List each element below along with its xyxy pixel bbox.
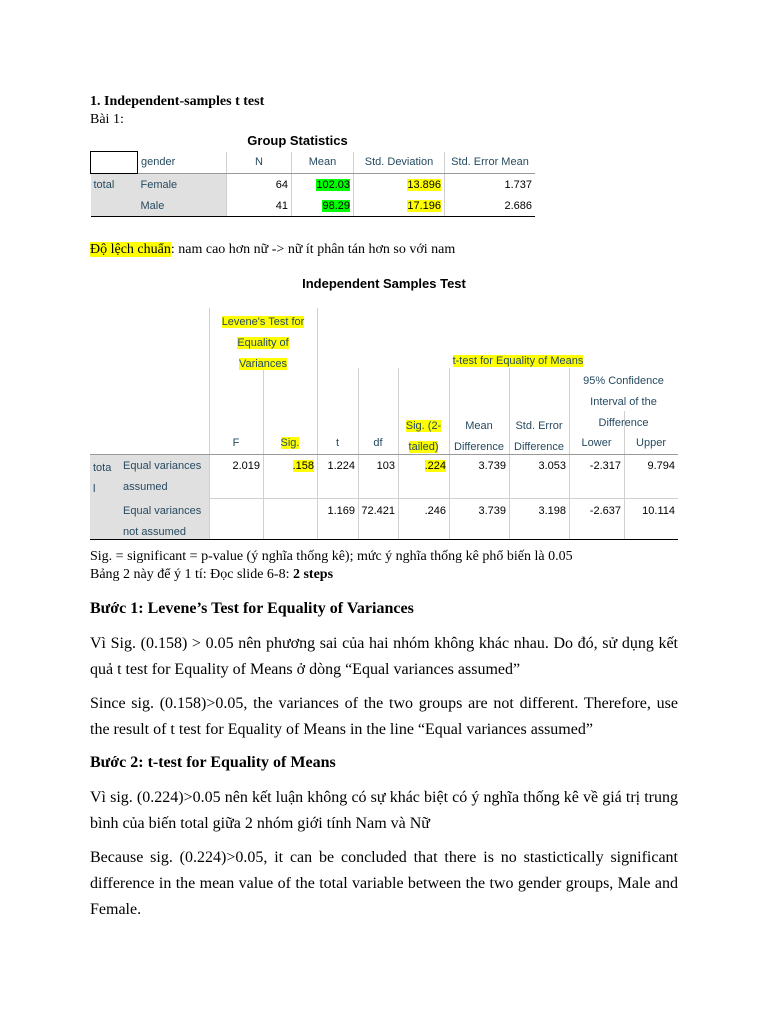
t-value: 1.169 [327, 505, 355, 517]
header-upper: Upper [636, 437, 666, 449]
gender-label: Male [138, 195, 227, 217]
row-label-line: Equal variances [123, 460, 202, 472]
step1-title: Bước 1: Levene’s Test for Equality of Variances [90, 600, 414, 617]
n-value: 41 [227, 195, 292, 217]
header-std-error-difference [509, 416, 569, 458]
ttest-header-text: t-test for Equality of Means [452, 355, 584, 367]
step2-title: Bước 2: t-test for Equality of Means [90, 754, 336, 771]
ci-header-line: Difference [598, 417, 649, 429]
table-row [91, 174, 536, 196]
step1-english: Since sig. (0.158)>0.05, the variances of the two groups are not different. Therefore, use the result of t test for Equality of Means in the line “Equal variances assumed” [90, 695, 678, 738]
upper-value: 10.114 [642, 505, 675, 517]
header-mean: Mean [292, 152, 354, 174]
sd-value: 13.896 [407, 178, 441, 191]
sd-value: 17.196 [407, 199, 441, 212]
sig-value: .158 [292, 460, 314, 472]
group-stats-table [90, 151, 535, 217]
df-value: 103 [376, 460, 395, 472]
header-mean-difference-line: Difference [454, 441, 504, 453]
header-f: F [232, 437, 240, 449]
sig-2-tailed-value: .246 [424, 505, 446, 517]
levene-header [209, 312, 317, 375]
group-stats-header-row [91, 152, 536, 174]
header-std-error-difference-line: Std. Error [515, 420, 563, 432]
ttest-header [358, 354, 678, 368]
ci-header-line: 95% Confidence [583, 375, 664, 387]
independent-samples-test-title: Independent Samples Test [302, 276, 466, 291]
step2-english: Because sig. (0.224)>0.05, it can be concluded that there is no stastictically significant difference in the mean value of the total variable between the two gender groups, Male and Female. [90, 849, 678, 918]
row-label-equal-assumed [123, 456, 201, 498]
sig-2-tailed-value: .224 [424, 460, 446, 472]
header-df: df [373, 437, 383, 449]
se-value: 1.737 [445, 174, 536, 196]
sig-definition-note: Sig. = significant = p-value (ý nghĩa thống kê); mức ý nghĩa thống kê phổ biến là 0.05 [90, 549, 573, 564]
section-heading: 1. Independent-samples t test [90, 94, 265, 109]
row-label-line: not assumed [123, 526, 186, 538]
header-sig-2-tailed-line: Sig. (2- [405, 420, 442, 432]
header-std-error-mean: Std. Error Mean [445, 152, 536, 174]
gender-label: Female [138, 174, 227, 196]
variable-label-line: tota [93, 462, 112, 474]
mean-difference-value: 3.739 [478, 505, 506, 517]
header-sig-2-tailed [398, 416, 449, 458]
independent-samples-test-table [90, 308, 678, 540]
group-stats-title: Group Statistics [247, 133, 348, 148]
lower-value: -2.317 [589, 460, 621, 472]
header-sig-2-tailed-line: tailed) [408, 441, 439, 453]
table-row [91, 195, 536, 217]
levene-header-line: Variances [238, 358, 288, 370]
mean-value: 98.29 [322, 199, 350, 212]
std-deviation-note [90, 242, 455, 258]
table2-note [90, 567, 333, 583]
upper-value: 9.794 [647, 460, 675, 472]
step2-vietnamese: Vì sig. (0.224)>0.05 nên kết luận không có sự khác biệt có ý nghĩa thống kê về giá trị trung bình của biến total giữa 2 nhóm giới tính Nam và Nữ [90, 789, 678, 832]
lower-value: -2.637 [589, 505, 621, 517]
levene-header-line: Levene's Test for [221, 316, 305, 328]
std-deviation-text: : nam cao hơn nữ -> nữ ít phân tán hơn so với nam [170, 242, 456, 257]
header-mean-difference [449, 416, 509, 458]
levene-header-line: Equality of [237, 337, 289, 349]
exercise-label: Bài 1: [90, 112, 124, 127]
mean-value: 102.03 [316, 178, 350, 191]
std-error-difference-value: 3.198 [538, 505, 566, 517]
table2-note-bold: 2 steps [292, 567, 334, 582]
row-label-line: assumed [123, 481, 168, 493]
header-gender: gender [138, 152, 227, 174]
header-std-error-difference-line: Difference [514, 441, 564, 453]
se-value: 2.686 [445, 195, 536, 217]
variable-label-empty [91, 195, 138, 217]
header-t: t [335, 437, 340, 449]
row-label-equal-not-assumed [123, 501, 201, 543]
table2-note-text: Bảng 2 này để ý 1 tí: Đọc slide 6-8: [90, 567, 293, 582]
ci-header [569, 371, 678, 434]
header-lower: Lower [581, 437, 612, 449]
mean-difference-value: 3.739 [478, 460, 506, 472]
row-label-line: Equal variances [123, 505, 202, 517]
header-mean-difference-line: Mean [465, 420, 493, 432]
std-deviation-label: Độ lệch chuẩn [90, 242, 171, 257]
step1-vietnamese: Vì Sig. (0.158) > 0.05 nên phương sai của hai nhóm không khác nhau. Do đó, sử dụng kết quả t test for Equality of Means ở dòng “Equal variances assumed” [90, 635, 678, 678]
t-value: 1.224 [327, 460, 355, 472]
variable-label [93, 458, 111, 500]
header-n: N [227, 152, 292, 174]
std-error-difference-value: 3.053 [538, 460, 566, 472]
variable-label: total [91, 174, 138, 196]
f-value: 2.019 [232, 460, 260, 472]
variable-label-line: l [93, 483, 96, 495]
ci-header-line: Interval of the [590, 396, 657, 408]
n-value: 64 [227, 174, 292, 196]
header-sig: Sig. [280, 437, 300, 449]
header-std-deviation: Std. Deviation [354, 152, 445, 174]
df-value: 72.421 [361, 505, 395, 517]
group-stats-corner-cell [91, 152, 138, 174]
